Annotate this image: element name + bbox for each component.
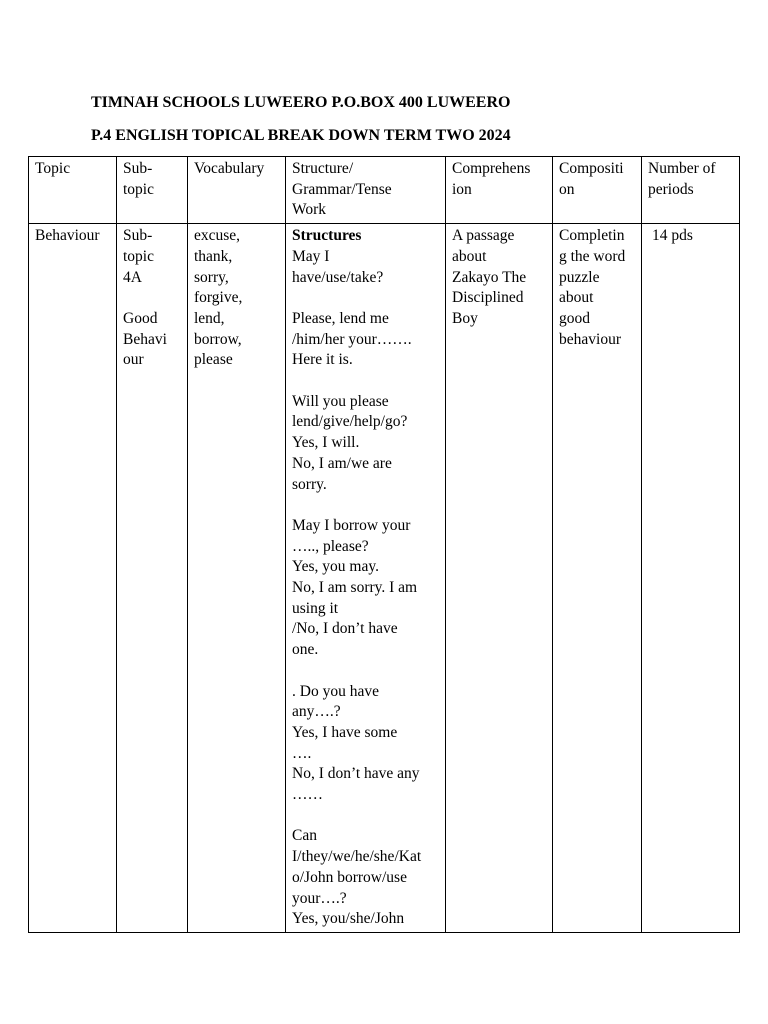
cell-text-line: Good <box>123 309 158 327</box>
cell-text-line: o/John borrow/use <box>292 868 407 886</box>
cell-text-line: Sub- <box>123 160 153 177</box>
cell-text-line: please <box>194 351 233 369</box>
cell-text-line: Will you please <box>292 392 389 410</box>
cell-text-line: 14 pds <box>652 227 693 245</box>
cell-text-line: Disciplined <box>452 289 524 307</box>
header-cell-composition <box>553 157 642 224</box>
cell-text-line: 4A <box>123 268 142 286</box>
cell-structure <box>286 224 446 933</box>
cell-text-line: lend, <box>194 309 225 327</box>
cell-text-line: /No, I don’t have <box>292 620 398 638</box>
cell-periods <box>642 224 740 933</box>
header-cell-structure <box>286 157 446 224</box>
cell-text-line: No, I don’t have any <box>292 765 420 783</box>
cell-text-line: Yes, you/she/John <box>292 910 405 928</box>
school-heading: TIMNAH SCHOOLS LUWEERO P.O.BOX 400 LUWEERO <box>91 94 511 111</box>
cell-text-line: Can <box>292 827 317 845</box>
cell-text-line: Yes, I will. <box>292 434 360 452</box>
cell-text-line: forgive, <box>194 289 243 307</box>
cell-text-line: Behaviour <box>35 227 100 245</box>
cell-text-line <box>292 661 441 682</box>
cell-text-line: May I <box>292 247 330 265</box>
cell-text-line: about <box>559 289 594 307</box>
cell-text-line: Yes, you may. <box>292 558 379 576</box>
cell-text-line: Here it is. <box>292 351 353 369</box>
table-header-row <box>29 157 740 224</box>
cell-text-line: ion <box>452 180 472 198</box>
cell-text-line <box>292 288 441 309</box>
cell-text-line: Sub- <box>123 227 153 245</box>
cell-text-line: Please, lend me <box>292 309 389 327</box>
cell-text-line: topic <box>123 247 154 265</box>
cell-text-line: thank, <box>194 247 233 265</box>
structures-heading: Structures <box>292 227 362 245</box>
cell-text-line: on <box>559 180 575 198</box>
cell-text-line: No, I am sorry. I am <box>292 579 418 597</box>
cell-text-line: behaviour <box>559 330 621 348</box>
cell-subtopic <box>117 224 188 933</box>
header-cell-vocabulary <box>188 157 286 224</box>
document-title: P.4 ENGLISH TOPICAL BREAK DOWN TERM TWO 2024 <box>91 127 511 144</box>
cell-text-line: …… <box>292 786 323 804</box>
cell-text-line: g the word <box>559 247 626 265</box>
cell-text-line <box>292 495 441 516</box>
cell-text-line: sorry. <box>292 475 327 493</box>
cell-text-line: Comprehens <box>452 160 531 177</box>
structure-lines <box>292 247 441 930</box>
cell-text-line: /him/her your……. <box>292 330 412 348</box>
cell-text-line: lend/give/help/go? <box>292 413 408 431</box>
cell-text-line: have/use/take? <box>292 268 384 286</box>
cell-text-line: Topic <box>35 160 71 177</box>
cell-text-line: . Do you have <box>292 682 379 700</box>
header-cell-comprehension <box>446 157 553 224</box>
header-cell-periods <box>642 157 740 224</box>
cell-text-line: periods <box>648 180 694 198</box>
cell-vocabulary <box>188 224 286 933</box>
cell-text-line: Grammar/Tense <box>292 180 392 198</box>
cell-text-line: Compositi <box>559 160 624 177</box>
cell-text-line: our <box>123 351 144 369</box>
cell-text-line: puzzle <box>559 268 600 286</box>
header-cell-subtopic <box>117 157 188 224</box>
cell-text-line: Vocabulary <box>194 160 265 177</box>
cell-text-line: …. <box>292 744 312 762</box>
cell-text-line: good <box>559 309 590 327</box>
cell-text-line: Number of <box>648 160 716 177</box>
cell-text-line: Work <box>292 201 327 219</box>
cell-text-line: using it <box>292 599 339 617</box>
cell-text-line: Behavi <box>123 330 167 348</box>
cell-text-line: Zakayo The <box>452 268 527 286</box>
cell-topic <box>29 224 117 933</box>
cell-text-line: Boy <box>452 309 478 327</box>
cell-text-line: topic <box>123 180 154 198</box>
cell-text-line: A passage <box>452 227 515 245</box>
cell-text-line: ….., please? <box>292 537 369 555</box>
topical-breakdown-table <box>28 156 740 933</box>
cell-text-line: your….? <box>292 889 347 907</box>
cell-text-line: No, I am/we are <box>292 454 392 472</box>
cell-text-line: borrow, <box>194 330 242 348</box>
cell-text-line: excuse, <box>194 227 241 245</box>
cell-composition <box>553 224 642 933</box>
cell-text-line: any….? <box>292 703 341 721</box>
cell-text-line: one. <box>292 641 319 659</box>
cell-text-line <box>292 806 441 827</box>
cell-text-line: I/they/we/he/she/Kat <box>292 848 422 866</box>
cell-text-line: about <box>452 247 487 265</box>
cell-text-line: sorry, <box>194 268 229 286</box>
cell-comprehension <box>446 224 553 933</box>
cell-text-line: Structure/ <box>292 160 354 177</box>
cell-text-line: May I borrow your <box>292 516 411 534</box>
cell-text-line: Yes, I have some <box>292 723 398 741</box>
table-row <box>29 224 740 933</box>
cell-text-line <box>292 371 441 392</box>
cell-text-line <box>123 288 183 309</box>
header-cell-topic <box>29 157 117 224</box>
cell-text-line: Completin <box>559 227 625 245</box>
